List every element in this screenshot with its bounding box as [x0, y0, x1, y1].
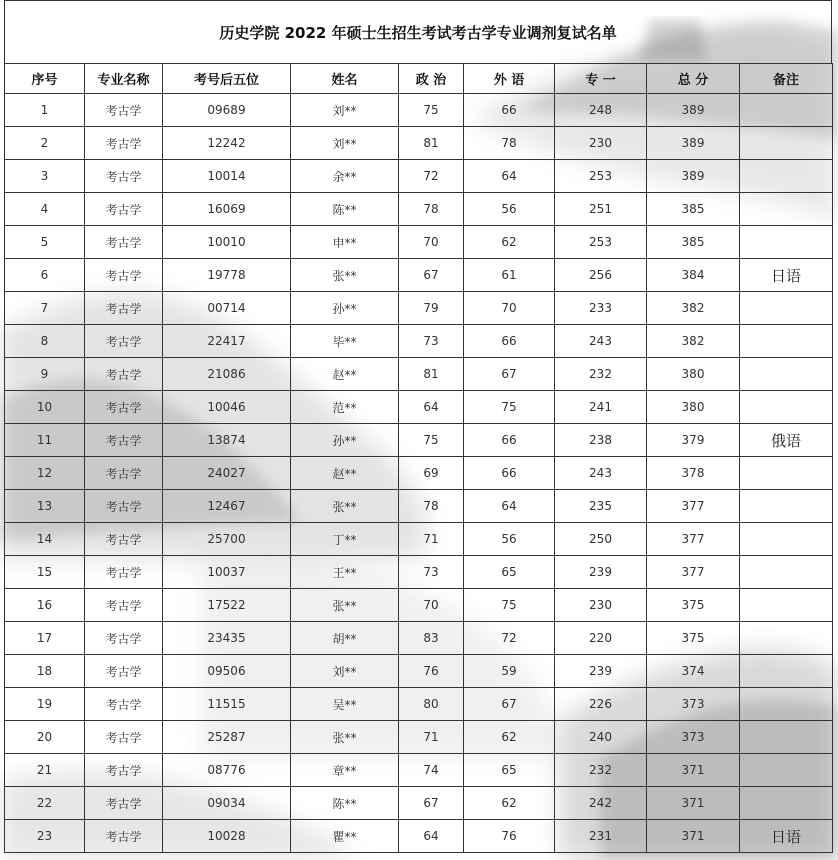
seq-cell: 3	[5, 160, 85, 193]
major-subject-cell: 220	[555, 622, 647, 655]
table-row	[5, 556, 833, 589]
major-subject-cell: 231	[555, 820, 647, 853]
remarks-cell	[740, 193, 833, 226]
major-cell: 考古学	[85, 391, 163, 424]
name-cell: 丁**	[291, 523, 399, 556]
remarks-cell	[740, 94, 833, 127]
table-row	[5, 226, 833, 259]
header-major: 专业名称	[85, 64, 163, 94]
candidate-table	[4, 63, 833, 853]
table-row	[5, 787, 833, 820]
total-cell: 371	[647, 754, 740, 787]
name-cell: 瞿**	[291, 820, 399, 853]
header-seq: 序号	[5, 64, 85, 94]
name-cell: 孙**	[291, 424, 399, 457]
total-cell: 384	[647, 259, 740, 292]
foreign-language-cell: 66	[464, 424, 555, 457]
total-cell: 373	[647, 688, 740, 721]
major-subject-cell: 230	[555, 127, 647, 160]
total-cell: 373	[647, 721, 740, 754]
foreign-language-cell: 59	[464, 655, 555, 688]
politics-cell: 71	[399, 523, 464, 556]
name-cell: 张**	[291, 589, 399, 622]
table-row	[5, 457, 833, 490]
politics-cell: 64	[399, 820, 464, 853]
table-row	[5, 754, 833, 787]
major-cell: 考古学	[85, 787, 163, 820]
remarks-cell	[740, 160, 833, 193]
exam-id-cell: 09689	[163, 94, 291, 127]
table-row	[5, 523, 833, 556]
seq-cell: 6	[5, 259, 85, 292]
total-cell: 389	[647, 94, 740, 127]
name-cell: 余**	[291, 160, 399, 193]
exam-id-cell: 22417	[163, 325, 291, 358]
major-subject-cell: 235	[555, 490, 647, 523]
table-row	[5, 259, 833, 292]
major-cell: 考古学	[85, 193, 163, 226]
major-cell: 考古学	[85, 259, 163, 292]
foreign-language-cell: 64	[464, 490, 555, 523]
major-subject-cell: 232	[555, 358, 647, 391]
major-cell: 考古学	[85, 754, 163, 787]
page-title: 历史学院 2022 年硕士生招生考试考古学专业调剂复试名单	[4, 0, 832, 63]
exam-id-cell: 09034	[163, 787, 291, 820]
name-cell: 毕**	[291, 325, 399, 358]
total-cell: 382	[647, 292, 740, 325]
major-cell: 考古学	[85, 622, 163, 655]
admission-list-sheet	[4, 0, 832, 853]
foreign-language-cell: 67	[464, 358, 555, 391]
foreign-language-cell: 66	[464, 325, 555, 358]
header-remarks: 备注	[740, 64, 833, 94]
name-cell: 刘**	[291, 94, 399, 127]
seq-cell: 2	[5, 127, 85, 160]
total-cell: 371	[647, 820, 740, 853]
seq-cell: 16	[5, 589, 85, 622]
politics-cell: 73	[399, 325, 464, 358]
major-subject-cell: 256	[555, 259, 647, 292]
major-subject-cell: 243	[555, 457, 647, 490]
remarks-cell	[740, 358, 833, 391]
total-cell: 380	[647, 391, 740, 424]
total-cell: 389	[647, 127, 740, 160]
foreign-language-cell: 61	[464, 259, 555, 292]
major-cell: 考古学	[85, 688, 163, 721]
foreign-language-cell: 62	[464, 787, 555, 820]
foreign-language-cell: 56	[464, 523, 555, 556]
exam-id-cell: 12467	[163, 490, 291, 523]
total-cell: 378	[647, 457, 740, 490]
major-subject-cell: 240	[555, 721, 647, 754]
table-header-row	[5, 64, 833, 94]
seq-cell: 21	[5, 754, 85, 787]
politics-cell: 67	[399, 259, 464, 292]
total-cell: 374	[647, 655, 740, 688]
table-row	[5, 160, 833, 193]
politics-cell: 69	[399, 457, 464, 490]
table-row	[5, 490, 833, 523]
total-cell: 380	[647, 358, 740, 391]
name-cell: 张**	[291, 721, 399, 754]
politics-cell: 71	[399, 721, 464, 754]
major-subject-cell: 239	[555, 556, 647, 589]
remarks-cell	[740, 457, 833, 490]
remarks-cell: 日语	[740, 820, 833, 853]
major-subject-cell: 243	[555, 325, 647, 358]
table-row	[5, 94, 833, 127]
politics-cell: 72	[399, 160, 464, 193]
remarks-cell	[740, 787, 833, 820]
remarks-cell	[740, 622, 833, 655]
major-cell: 考古学	[85, 358, 163, 391]
total-cell: 385	[647, 226, 740, 259]
remarks-cell	[740, 325, 833, 358]
major-cell: 考古学	[85, 160, 163, 193]
politics-cell: 64	[399, 391, 464, 424]
major-subject-cell: 248	[555, 94, 647, 127]
total-cell: 389	[647, 160, 740, 193]
remarks-cell: 日语	[740, 259, 833, 292]
major-subject-cell: 253	[555, 226, 647, 259]
seq-cell: 14	[5, 523, 85, 556]
table-row	[5, 325, 833, 358]
header-major-subject: 专 一	[555, 64, 647, 94]
foreign-language-cell: 65	[464, 556, 555, 589]
remarks-cell	[740, 556, 833, 589]
foreign-language-cell: 70	[464, 292, 555, 325]
major-cell: 考古学	[85, 457, 163, 490]
exam-id-cell: 10010	[163, 226, 291, 259]
major-cell: 考古学	[85, 820, 163, 853]
name-cell: 刘**	[291, 655, 399, 688]
name-cell: 章**	[291, 754, 399, 787]
total-cell: 379	[647, 424, 740, 457]
name-cell: 张**	[291, 490, 399, 523]
seq-cell: 4	[5, 193, 85, 226]
seq-cell: 15	[5, 556, 85, 589]
table-row	[5, 391, 833, 424]
name-cell: 王**	[291, 556, 399, 589]
major-subject-cell: 241	[555, 391, 647, 424]
politics-cell: 78	[399, 193, 464, 226]
remarks-cell	[740, 589, 833, 622]
foreign-language-cell: 62	[464, 721, 555, 754]
seq-cell: 19	[5, 688, 85, 721]
exam-id-cell: 21086	[163, 358, 291, 391]
table-row	[5, 721, 833, 754]
exam-id-cell: 24027	[163, 457, 291, 490]
exam-id-cell: 12242	[163, 127, 291, 160]
header-total: 总 分	[647, 64, 740, 94]
table-row	[5, 820, 833, 853]
foreign-language-cell: 75	[464, 391, 555, 424]
seq-cell: 11	[5, 424, 85, 457]
name-cell: 赵**	[291, 457, 399, 490]
major-subject-cell: 253	[555, 160, 647, 193]
table-row	[5, 622, 833, 655]
politics-cell: 81	[399, 358, 464, 391]
foreign-language-cell: 64	[464, 160, 555, 193]
header-politics: 政 治	[399, 64, 464, 94]
foreign-language-cell: 72	[464, 622, 555, 655]
seq-cell: 1	[5, 94, 85, 127]
name-cell: 申**	[291, 226, 399, 259]
exam-id-cell: 11515	[163, 688, 291, 721]
header-foreign-language: 外 语	[464, 64, 555, 94]
exam-id-cell: 19778	[163, 259, 291, 292]
major-cell: 考古学	[85, 424, 163, 457]
name-cell: 张**	[291, 259, 399, 292]
exam-id-cell: 25287	[163, 721, 291, 754]
major-cell: 考古学	[85, 292, 163, 325]
exam-id-cell: 16069	[163, 193, 291, 226]
major-subject-cell: 251	[555, 193, 647, 226]
politics-cell: 75	[399, 94, 464, 127]
foreign-language-cell: 56	[464, 193, 555, 226]
table-body	[5, 94, 833, 853]
table-row	[5, 424, 833, 457]
seq-cell: 5	[5, 226, 85, 259]
table-row	[5, 655, 833, 688]
remarks-cell	[740, 391, 833, 424]
exam-id-cell: 17522	[163, 589, 291, 622]
major-cell: 考古学	[85, 94, 163, 127]
foreign-language-cell: 76	[464, 820, 555, 853]
seq-cell: 9	[5, 358, 85, 391]
seq-cell: 17	[5, 622, 85, 655]
major-subject-cell: 238	[555, 424, 647, 457]
politics-cell: 70	[399, 589, 464, 622]
exam-id-cell: 09506	[163, 655, 291, 688]
major-subject-cell: 226	[555, 688, 647, 721]
remarks-cell	[740, 523, 833, 556]
foreign-language-cell: 65	[464, 754, 555, 787]
politics-cell: 79	[399, 292, 464, 325]
total-cell: 385	[647, 193, 740, 226]
exam-id-cell: 10028	[163, 820, 291, 853]
politics-cell: 70	[399, 226, 464, 259]
total-cell: 382	[647, 325, 740, 358]
seq-cell: 20	[5, 721, 85, 754]
table-row	[5, 193, 833, 226]
major-cell: 考古学	[85, 490, 163, 523]
seq-cell: 23	[5, 820, 85, 853]
major-subject-cell: 242	[555, 787, 647, 820]
major-subject-cell: 232	[555, 754, 647, 787]
politics-cell: 81	[399, 127, 464, 160]
seq-cell: 18	[5, 655, 85, 688]
foreign-language-cell: 66	[464, 457, 555, 490]
table-row	[5, 688, 833, 721]
total-cell: 375	[647, 589, 740, 622]
remarks-cell	[740, 226, 833, 259]
name-cell: 孙**	[291, 292, 399, 325]
major-cell: 考古学	[85, 655, 163, 688]
total-cell: 371	[647, 787, 740, 820]
table-row	[5, 589, 833, 622]
foreign-language-cell: 67	[464, 688, 555, 721]
major-cell: 考古学	[85, 325, 163, 358]
seq-cell: 22	[5, 787, 85, 820]
seq-cell: 8	[5, 325, 85, 358]
exam-id-cell: 10037	[163, 556, 291, 589]
name-cell: 刘**	[291, 127, 399, 160]
exam-id-cell: 10014	[163, 160, 291, 193]
politics-cell: 73	[399, 556, 464, 589]
exam-id-cell: 25700	[163, 523, 291, 556]
seq-cell: 12	[5, 457, 85, 490]
exam-id-cell: 00714	[163, 292, 291, 325]
major-cell: 考古学	[85, 721, 163, 754]
remarks-cell	[740, 292, 833, 325]
foreign-language-cell: 66	[464, 94, 555, 127]
name-cell: 范**	[291, 391, 399, 424]
table-row	[5, 358, 833, 391]
exam-id-cell: 10046	[163, 391, 291, 424]
exam-id-cell: 08776	[163, 754, 291, 787]
total-cell: 375	[647, 622, 740, 655]
remarks-cell	[740, 490, 833, 523]
remarks-cell: 俄语	[740, 424, 833, 457]
major-subject-cell: 230	[555, 589, 647, 622]
table-row	[5, 127, 833, 160]
name-cell: 陈**	[291, 193, 399, 226]
remarks-cell	[740, 127, 833, 160]
seq-cell: 13	[5, 490, 85, 523]
name-cell: 胡**	[291, 622, 399, 655]
major-subject-cell: 239	[555, 655, 647, 688]
foreign-language-cell: 78	[464, 127, 555, 160]
seq-cell: 10	[5, 391, 85, 424]
header-name: 姓名	[291, 64, 399, 94]
major-subject-cell: 233	[555, 292, 647, 325]
remarks-cell	[740, 688, 833, 721]
politics-cell: 78	[399, 490, 464, 523]
total-cell: 377	[647, 490, 740, 523]
name-cell: 陈**	[291, 787, 399, 820]
exam-id-cell: 23435	[163, 622, 291, 655]
major-cell: 考古学	[85, 589, 163, 622]
name-cell: 吴**	[291, 688, 399, 721]
politics-cell: 80	[399, 688, 464, 721]
major-cell: 考古学	[85, 523, 163, 556]
table-row	[5, 292, 833, 325]
remarks-cell	[740, 655, 833, 688]
major-cell: 考古学	[85, 127, 163, 160]
politics-cell: 75	[399, 424, 464, 457]
major-cell: 考古学	[85, 226, 163, 259]
major-subject-cell: 250	[555, 523, 647, 556]
politics-cell: 83	[399, 622, 464, 655]
foreign-language-cell: 62	[464, 226, 555, 259]
politics-cell: 67	[399, 787, 464, 820]
total-cell: 377	[647, 523, 740, 556]
name-cell: 赵**	[291, 358, 399, 391]
remarks-cell	[740, 754, 833, 787]
politics-cell: 74	[399, 754, 464, 787]
seq-cell: 7	[5, 292, 85, 325]
header-exam-id: 考号后五位	[163, 64, 291, 94]
major-cell: 考古学	[85, 556, 163, 589]
total-cell: 377	[647, 556, 740, 589]
remarks-cell	[740, 721, 833, 754]
foreign-language-cell: 75	[464, 589, 555, 622]
politics-cell: 76	[399, 655, 464, 688]
exam-id-cell: 13874	[163, 424, 291, 457]
